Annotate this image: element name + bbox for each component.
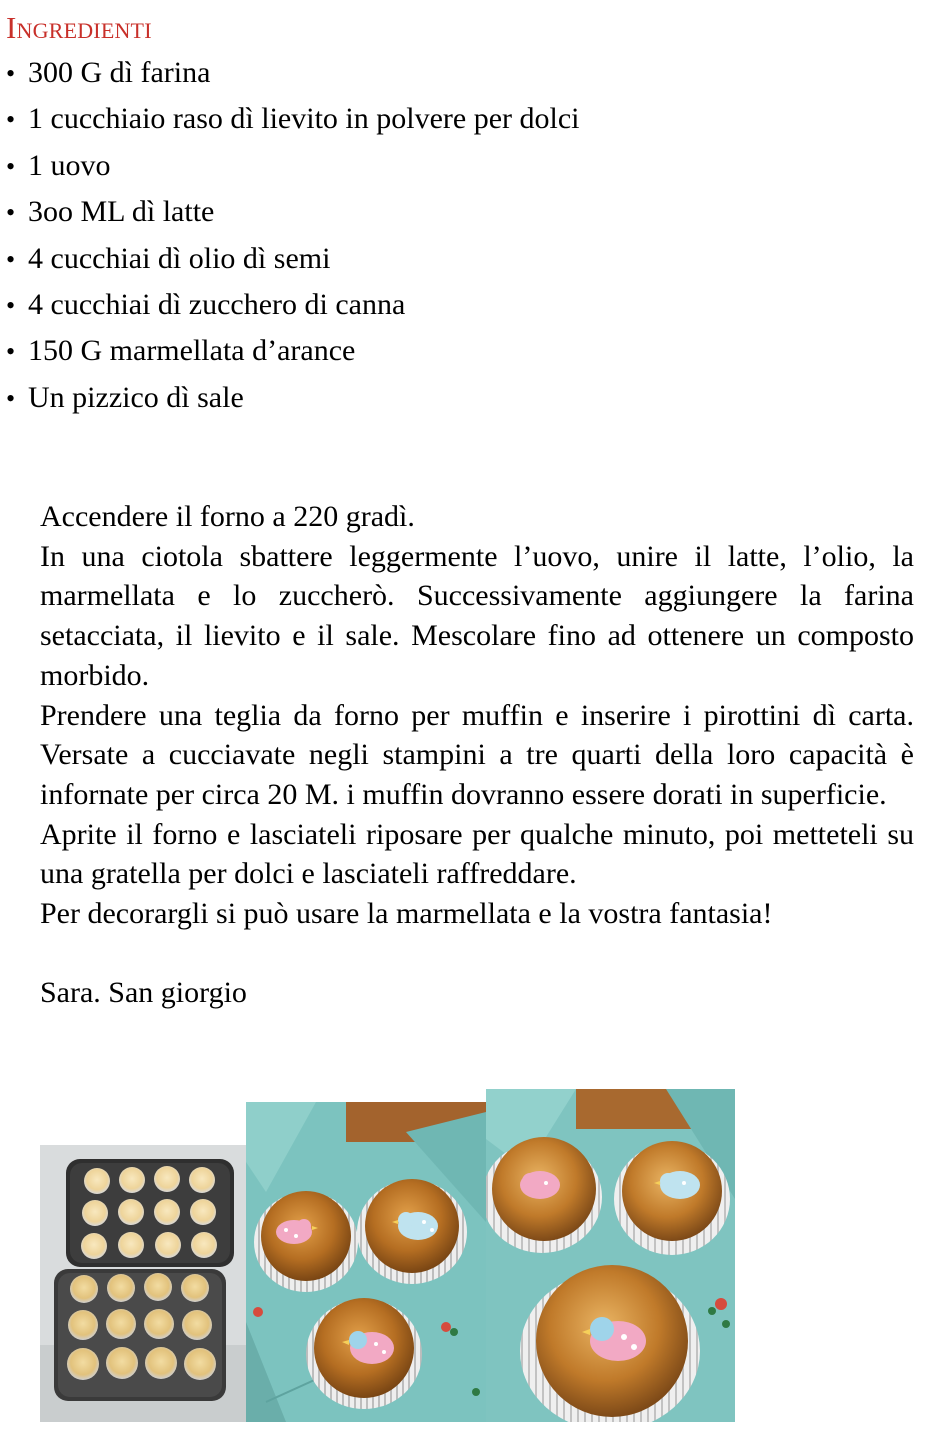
signature: Sara. San giorgio [40,976,247,1010]
muffins-closeup-illustration [486,1089,735,1422]
ingredient-text: 4 cucchiai dì zucchero di canna [28,288,406,322]
ingredient-text: 150 G marmellata d’arance [28,334,356,368]
recipe-title: Ingredienti [6,10,152,45]
ingredient-item [6,236,579,282]
ingredient-item [6,375,579,421]
bullet-icon: • [6,244,16,274]
ingredient-text: 3oo ML dì latte [28,195,215,229]
ingredient-item [6,328,579,374]
step-paragraph: In una ciotola sbattere leggermente l’uovo, unire il latte, l’olio, la marmellata e lo zuccherò. Successivamente aggiungere la farina setacciata, il lievito e il sale. Mescolare fino ad ottenere un composto morbido. [40,539,914,692]
ingredient-text: 4 cucchiai dì olio dì semi [28,241,331,275]
ingredient-item [6,143,579,189]
photo-muffin-trays [40,1145,246,1422]
ingredient-list [6,50,579,421]
ingredient-item [6,189,579,235]
ingredient-text: Un pizzico dì sale [28,380,244,414]
muffin-trays-illustration [40,1145,246,1422]
bullet-icon: • [6,337,16,367]
bullet-icon: • [6,105,16,135]
recipe-steps [40,497,914,1013]
ingredient-item [6,50,579,96]
bullet-icon: • [6,291,16,321]
photo-three-muffins [246,1102,486,1422]
bullet-icon: • [6,59,16,88]
step-paragraph: Prendere una teglia da forno per muffin e inserire i pirottini dì carta. Versate a cucciavate negli stampini a tre quarti della loro capacità è infornate per circa 20 M. i muffin dovranno essere dorati in superficie. [40,698,914,811]
paragraph-spacer [40,934,914,974]
bullet-icon: • [6,383,16,413]
ingredient-text: 1 uovo [28,148,111,182]
ingredient-item [6,96,579,142]
step-paragraph: Aprite il forno e lasciateli riposare per qualche minuto, poi metteteli su una gratella per dolci e lasciateli raffreddare. [40,817,914,891]
ingredient-item [6,282,579,328]
step-paragraph: Accendere il forno a 220 gradì. [40,500,415,533]
photo-muffins-closeup [486,1089,735,1422]
step-paragraph: Per decorargli si può usare la marmellata e la vostra fantasia! [40,897,773,931]
ingredient-text: 300 G dì farina [28,56,211,89]
three-muffins-illustration [246,1102,486,1422]
bullet-icon: • [6,151,16,181]
ingredient-text: 1 cucchiaio raso dì lievito in polvere per dolci [28,102,580,136]
bullet-icon: • [6,198,16,228]
